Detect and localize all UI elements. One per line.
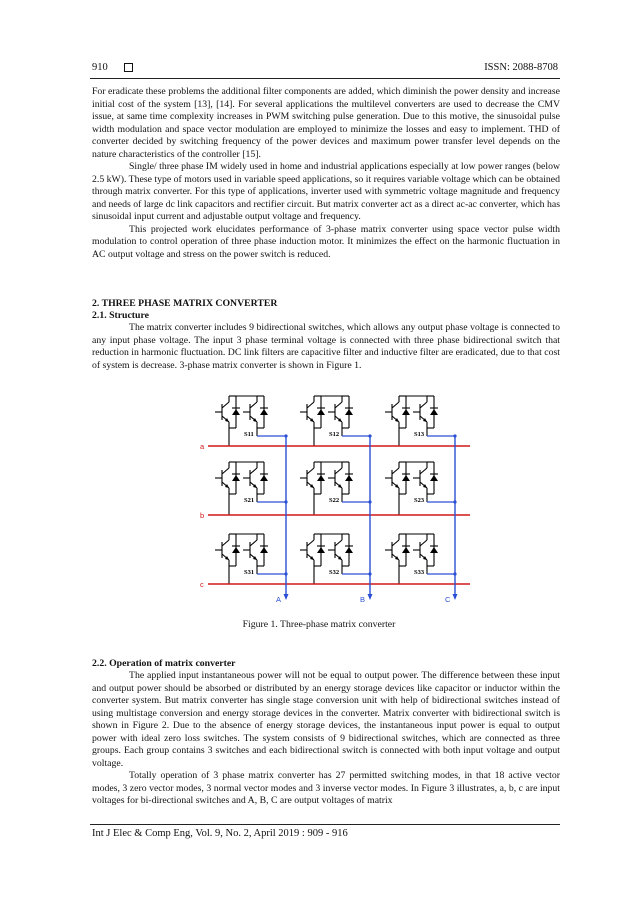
switch-label: S31 — [244, 569, 255, 576]
intro-paragraph-2: Single/ three phase IM widely used in home and industrial applications especially at low power ranges (below 2.5 kW). These type of motors used in variable speed applications, so it requires variable voltage which can be obtained through matrix converter. For this type of applications, inverter used with symmetric voltage magnitude and frequency and needs of large dc link capacitors and rectifier circuit. But matrix converter act as a direct ac-ac converter, which has sinusoidal input current and adjustable output voltage and frequency. — [92, 161, 560, 222]
switch-s21 — [215, 462, 288, 515]
output-arrow-icon — [453, 594, 458, 600]
switch-s33 — [385, 534, 457, 584]
output-label: B — [360, 595, 366, 604]
input-label: c — [200, 580, 204, 589]
operation-paragraph-1: The applied input instantaneous power will not be equal to output power. The difference between these input and output power should be absorbed or distributed by an energy storage devices like capacitor or inductor within the converter system. But matrix converter has single stage conversion unit with help of bidirectional switches instead of using multistage conversion and energy storage devices in the converter. Matrix converter with bidirectional switch is shown in Figure 2. Due to the absence of energy storage devices, the instantaneous input power is equal to output power with ideal zero loss switches. The system consists of 9 bidirectional switches, which are connected as three groups. Each group contains 3 switches and each bidirectional switch is connected with both input voltage and output voltage. — [92, 670, 560, 769]
figure-caption: Figure 1. Three-phase matrix converter — [242, 619, 396, 630]
intro-paragraph-1: For eradicate these problems the additional filter components are added, which diminish the power density and increase initial cost of the system [13], [14]. For several applications the multilevel converters are used to decrease the CMV issue, at same time complexity increases in PWM switching pulse generation. Due to this motive, the sinusoidal pulse width modulation and space vector modulation are employed to minimize the losses and easy to implement. THD of converter decided by switching frequency of the power devices and maximum power transfer level depends on the nature characteristics of the controller [15]. — [92, 86, 560, 160]
output-arrow-icon — [368, 594, 373, 600]
switch-label: S22 — [329, 497, 340, 504]
switch-s12 — [300, 396, 372, 446]
switch-label: S32 — [329, 569, 340, 576]
operation-text — [92, 670, 560, 808]
subsection-heading-structure: 2.1. Structure — [92, 310, 149, 321]
footer-rule — [90, 824, 560, 825]
structure-paragraph: The matrix converter includes 9 bidirectional switches, which allows any output phase voltage is connected to any input phase voltage. The input 3 phase terminal voltage is connected with three phase bidirectional switch that reduction in harmonic fluctuation. DC link filters are capacitive filter and inductive filter are eradicated, due to that cost of system is decrease. 3-phase matrix converter is shown in Figure 1. — [92, 322, 560, 371]
section-heading: 2. THREE PHASE MATRIX CONVERTER — [92, 298, 278, 309]
issn: ISSN: 2088-8708 — [484, 62, 558, 73]
switch-s31 — [215, 534, 288, 584]
switch-label: S13 — [414, 431, 425, 438]
operation-paragraph-2: Totally operation of 3 phase matrix converter has 27 permitted switching modes, in that 18 active vector modes, 3 zero vector modes, 3 normal vector modes and 3 inverse vector modes. In Figure 3 illustrates, a, b, c are input voltages for bi-directional switches and A, B, C are output voltages of matrix — [92, 770, 560, 806]
switch-label: S21 — [244, 497, 255, 504]
switch-label: S23 — [414, 497, 425, 504]
input-label: a — [200, 442, 205, 451]
page-number: 910 — [92, 62, 108, 73]
subsection-heading-operation: 2.2. Operation of matrix converter — [92, 658, 236, 669]
switch-label: S12 — [329, 431, 340, 438]
input-label: b — [200, 511, 205, 520]
output-label: A — [276, 595, 282, 604]
switch-label: S33 — [414, 569, 425, 576]
switch-s13 — [385, 396, 457, 446]
switch-s11 — [215, 396, 288, 446]
output-arrow-icon — [284, 594, 289, 600]
switch-s22 — [300, 462, 372, 515]
switch-s32 — [300, 534, 372, 584]
intro-paragraph-3: This projected work elucidates performance of 3-phase matrix converter using space vector pulse width modulation to control operation of three phase induction motor. It minimizes the effect on the harmonic fluctuation in AC output voltage and stress on the power switch is reduced. — [92, 223, 560, 260]
switch-s23 — [385, 462, 457, 515]
output-label: C — [445, 595, 451, 604]
switch-label: S11 — [244, 431, 254, 438]
journal-footer: Int J Elec & Comp Eng, Vol. 9, No. 2, April 2019 : 909 - 916 — [92, 828, 348, 839]
